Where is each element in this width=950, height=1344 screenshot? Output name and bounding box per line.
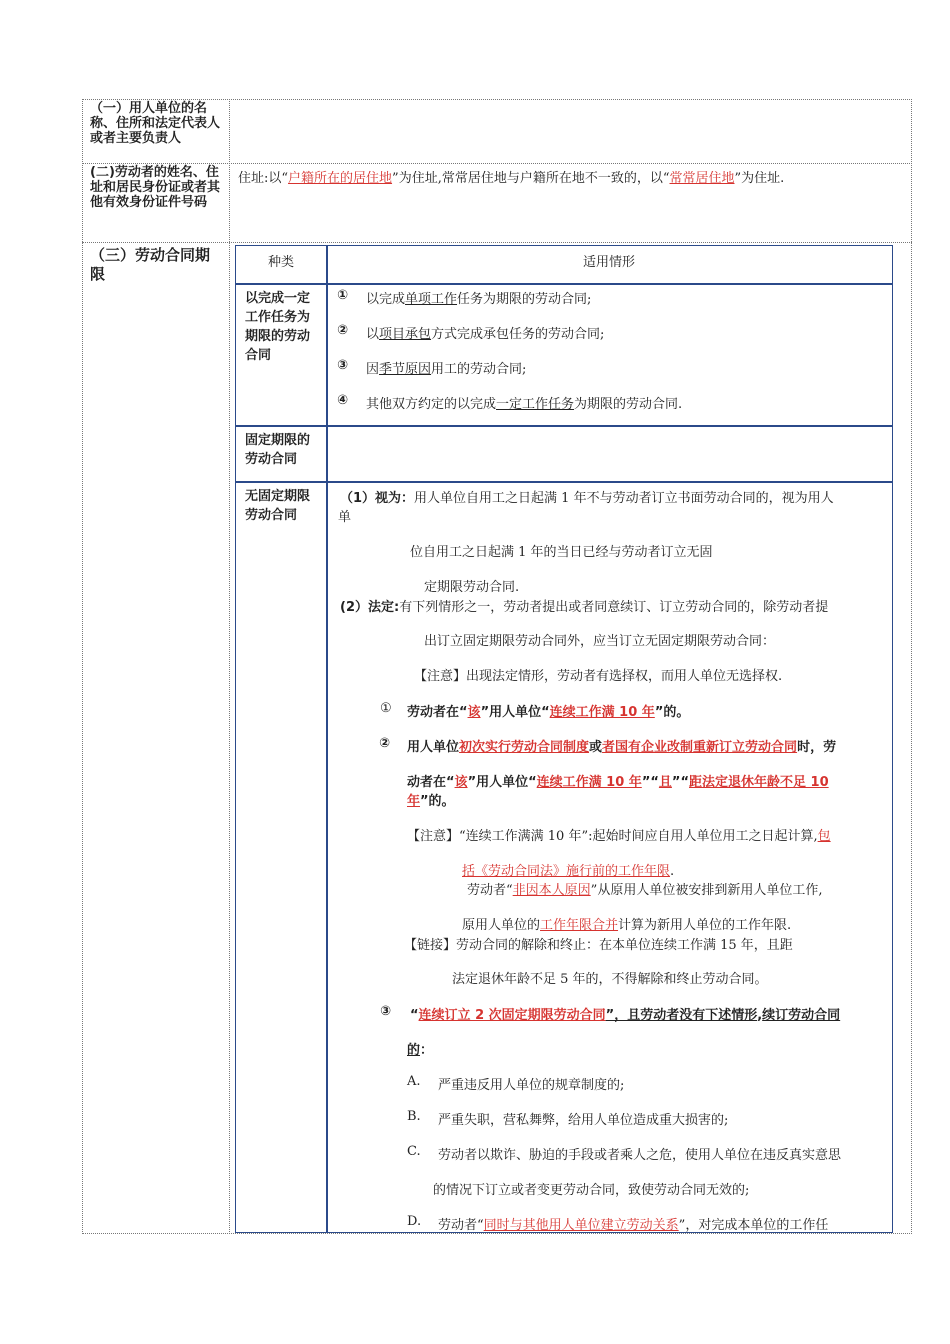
t3-c3-num: ③ — [380, 1004, 392, 1019]
inner-header-divider — [235, 283, 893, 285]
t3-d-text: 劳动者“同时与其他用人单位建立劳动关系”，对完成本单位的工作任 — [438, 1218, 829, 1233]
t3-c-text: 劳动者以欺诈、胁迫的手段或者乘人之危，使用人单位在违反真实意思 — [438, 1148, 842, 1163]
row2-address-text: 住址:以“户籍所在的居住地”为住址,常常居住地与户籍所在地不一致的，以“常常居住地”为住址. — [238, 171, 785, 186]
t1-item4-num: ④ — [337, 393, 349, 408]
t3-d-label: D. — [407, 1214, 422, 1229]
t3-b-text: 严重失职，营私舞弊，给用人单位造成重大损害的; — [438, 1113, 729, 1128]
t1-item3-num: ③ — [337, 358, 349, 373]
col1-header: 种类 — [268, 255, 295, 270]
inner-row-divider-1 — [235, 425, 893, 427]
type2-label: 固定期限的劳动合同 — [245, 433, 311, 467]
t3-c1: 劳动者在“该”用人单位“连续工作满 10 年”的。 — [407, 705, 690, 720]
t3-c2-line3: 年”的。 — [407, 794, 455, 809]
t3-c-text2: 的情况下订立或者变更劳动合同，致使劳动合同无效的; — [433, 1183, 750, 1198]
t3-c3-line2: 的： — [407, 1043, 434, 1058]
t3-p1-wrap: 单 — [338, 510, 352, 525]
row3-label: （三）劳动合同期限 — [90, 246, 211, 283]
t3-c2-line2: 动者在“该”用人单位“连续工作满 10 年”“且”“距法定退休年龄不足 10 — [407, 775, 829, 790]
t3-note2-line2: 括《劳动合同法》施行前的工作年限. — [462, 864, 675, 879]
row-divider-1 — [82, 163, 912, 164]
t3-p1: （1）视为：用人单位自用工之日起满 1 年不与劳动者订立书面劳动合同的，视为用人 — [340, 491, 834, 506]
outer-column-divider — [229, 99, 230, 1234]
t3-p1-line2: 位自用工之日起满 1 年的当日已经与劳动者订立无固 — [410, 545, 713, 560]
inner-row-divider-2 — [235, 481, 893, 483]
t3-link-line2: 法定退休年龄不足 5 年的，不得解除和终止劳动合同。 — [452, 972, 768, 987]
row2-label: (二)劳动者的姓名、住址和居民身份证或者其他有效身份证件号码 — [90, 165, 221, 210]
t1-item1: 以完成单项工作任务为期限的劳动合同; — [366, 292, 592, 307]
inner-column-divider — [326, 245, 328, 1233]
t3-note1: 【注意】出现法定情形，劳动者有选择权，而用人单位无选择权. — [414, 669, 783, 684]
t3-c2-line1: 用人单位初次实行劳动合同制度或者国有企业改制重新订立劳动合同时，劳 — [407, 740, 837, 755]
t3-b-label: B. — [407, 1109, 421, 1124]
t3-c3-line1: “连续订立 2 次固定期限劳动合同”，且劳动者没有下述情形,续订劳动合同 — [410, 1008, 841, 1023]
t3-note2-line1: 【注意】“连续工作满满 10 年”:起始时间应自用人单位用工之日起计算,包 — [407, 829, 831, 844]
t1-item4: 其他双方约定的以完成一定工作任务为期限的劳动合同. — [366, 397, 683, 412]
t3-note2-line4: 原用人单位的工作年限合并计算为新用人单位的工作年限. — [462, 918, 792, 933]
t3-p2: (2）法定:有下列情形之一，劳动者提出或者同意续订、订立劳动合同的，除劳动者提 — [340, 600, 829, 615]
t1-item2-num: ② — [337, 323, 349, 338]
row1-label: （一）用人单位的名称、住所和法定代表人或者主要负责人 — [90, 101, 221, 146]
type3-label: 无固定期限劳动合同 — [245, 489, 311, 523]
t3-a-label: A. — [407, 1074, 421, 1089]
row-divider-2 — [82, 242, 912, 243]
t3-c1-num: ① — [380, 701, 392, 716]
t3-p1-line3: 定期限劳动合同. — [424, 580, 520, 595]
type1-label: 以完成一定工作任务为期限的劳动合同 — [245, 291, 311, 363]
t1-item1-num: ① — [337, 288, 349, 303]
t3-c2-num: ② — [379, 736, 391, 751]
t3-p2-line2: 出订立固定期限劳动合同外，应当订立无固定期限劳动合同： — [424, 634, 776, 649]
col2-header: 适用情形 — [583, 255, 636, 270]
t1-item2: 以项目承包方式完成承包任务的劳动合同; — [366, 327, 605, 342]
t3-a-text: 严重违反用人单位的规章制度的; — [438, 1078, 625, 1093]
t3-c-label: C. — [407, 1144, 421, 1159]
t3-note2-line3: 劳动者“非因本人原因”从原用人单位被安排到新用人单位工作, — [467, 883, 823, 898]
t1-item3: 因季节原因用工的劳动合同; — [366, 362, 527, 377]
t3-link-line1: 【链接】劳动合同的解除和终止：在本单位连续工作满 15 年，且距 — [404, 938, 793, 953]
